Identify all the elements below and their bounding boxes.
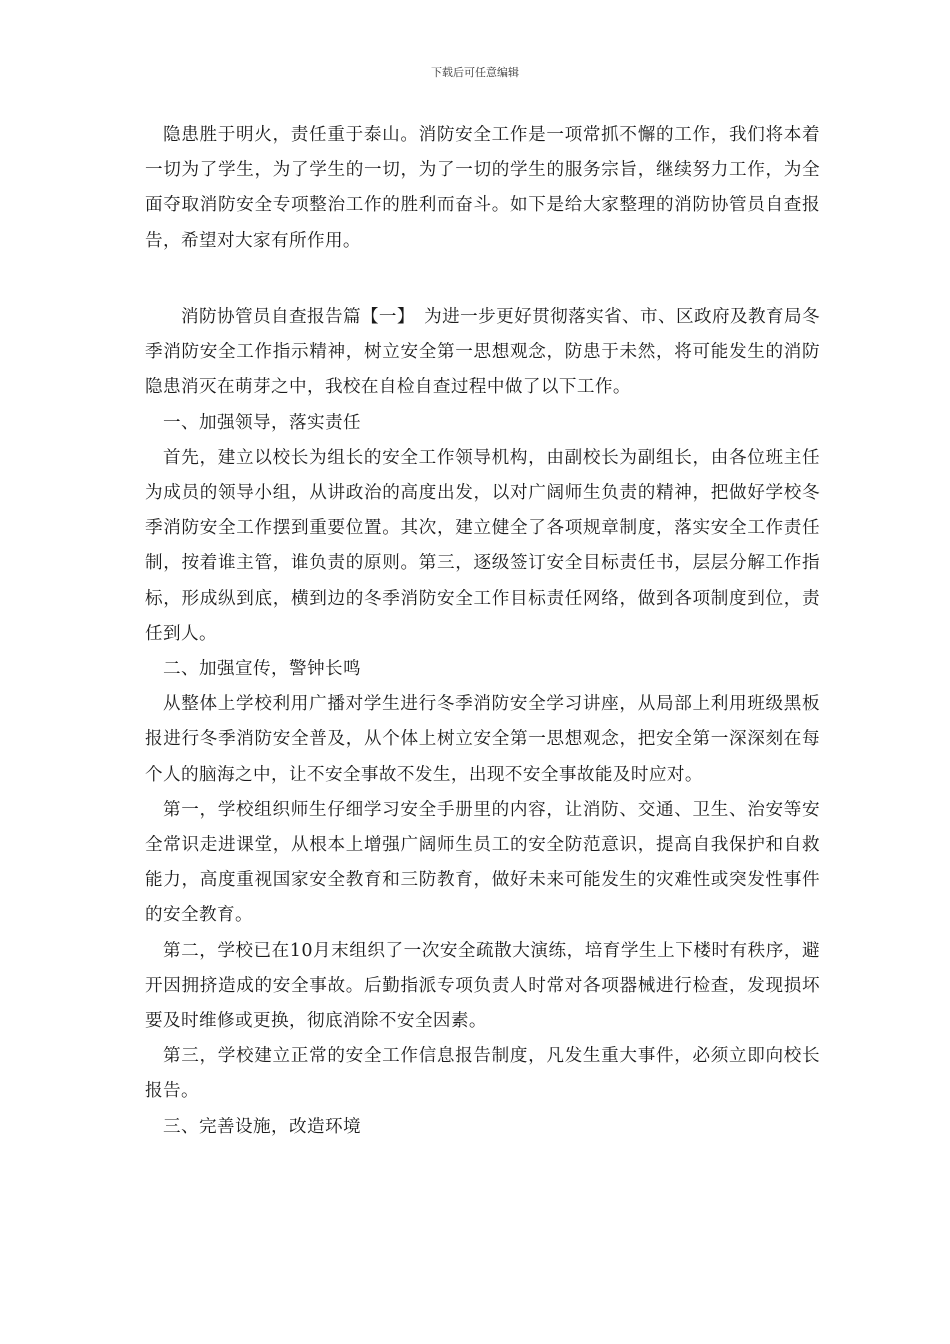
section3-heading: 三、完善设施，改造环境 xyxy=(163,1116,361,1137)
section2-paragraph-2: 第一，学校组织师生仔细学习安全手册里的内容，让消防、交通、卫生、治安等安全常识走进课堂，从根本上增强广阔师生员工的安全防范意识，提高自我保护和自救能力，高度重视国家安全教育和三防教育，做好未来可能发生的灾难性或突发性事件的安全教育。 xyxy=(145,799,820,926)
section2-paragraph-3: 第二，学校已在10月末组织了一次安全疏散大演练，培育学生上下楼时有秩序，避开因拥挤造成的安全事故。后勤指派专项负责人时常对各项器械进行检查，发现损坏要及时维修或更换，彻底消除不安全因素。 xyxy=(145,940,820,1032)
intro-paragraph: 隐患胜于明火，责任重于泰山。消防安全工作是一项常抓不懈的工作，我们将本着一切为了学生，为了学生的一切，为了一切的学生的服务宗旨，继续努力工作，为全面夺取消防安全专项整治工作的胜利而奋斗。如下是给大家整理的消防协管员自查报告，希望对大家有所作用。 xyxy=(145,125,820,251)
report-section xyxy=(145,300,820,1145)
section2-paragraph-1: 从整体上学校利用广播对学生进行冬季消防安全学习讲座，从局部上利用班级黑板报进行冬季消防安全普及，从个体上树立安全第一思想观念，把安全第一深深刻在每个人的脑海之中，让不安全事故不发生，出现不安全事故能及时应对。 xyxy=(145,694,820,785)
section2-heading: 二、加强宣传，警钟长鸣 xyxy=(163,659,361,680)
report-title-paragraph: 消防协管员自查报告篇【一】 为进一步更好贯彻落实省、市、区政府及教育局冬季消防安全工作指示精神，树立安全第一思想观念，防患于未然，将可能发生的消防隐患消灭在萌芽之中，我校在自检自查过程中做了以下工作。 xyxy=(145,307,820,398)
page-header-note: 下载后可任意编辑 xyxy=(431,66,519,79)
section2-paragraph-4: 第三，学校建立正常的安全工作信息报告制度，凡发生重大事件，必须立即向校长报告。 xyxy=(145,1046,820,1102)
intro-section xyxy=(145,118,820,259)
section1-paragraph: 首先，建立以校长为组长的安全工作领导机构，由副校长为副组长，由各位班主任为成员的领导小组，从讲政治的高度出发，以对广阔师生负责的精神，把做好学校冬季消防安全工作摆到重要位置。其次，建立健全了各项规章制度，落实安全工作责任制，按着谁主管，谁负责的原则。第三，逐级签订安全目标责任书，层层分解工作指标，形成纵到底，横到边的冬季消防安全工作目标责任网络，做到各项制度到位，责任到人。 xyxy=(145,447,820,644)
section1-heading: 一、加强领导，落实责任 xyxy=(163,412,361,433)
